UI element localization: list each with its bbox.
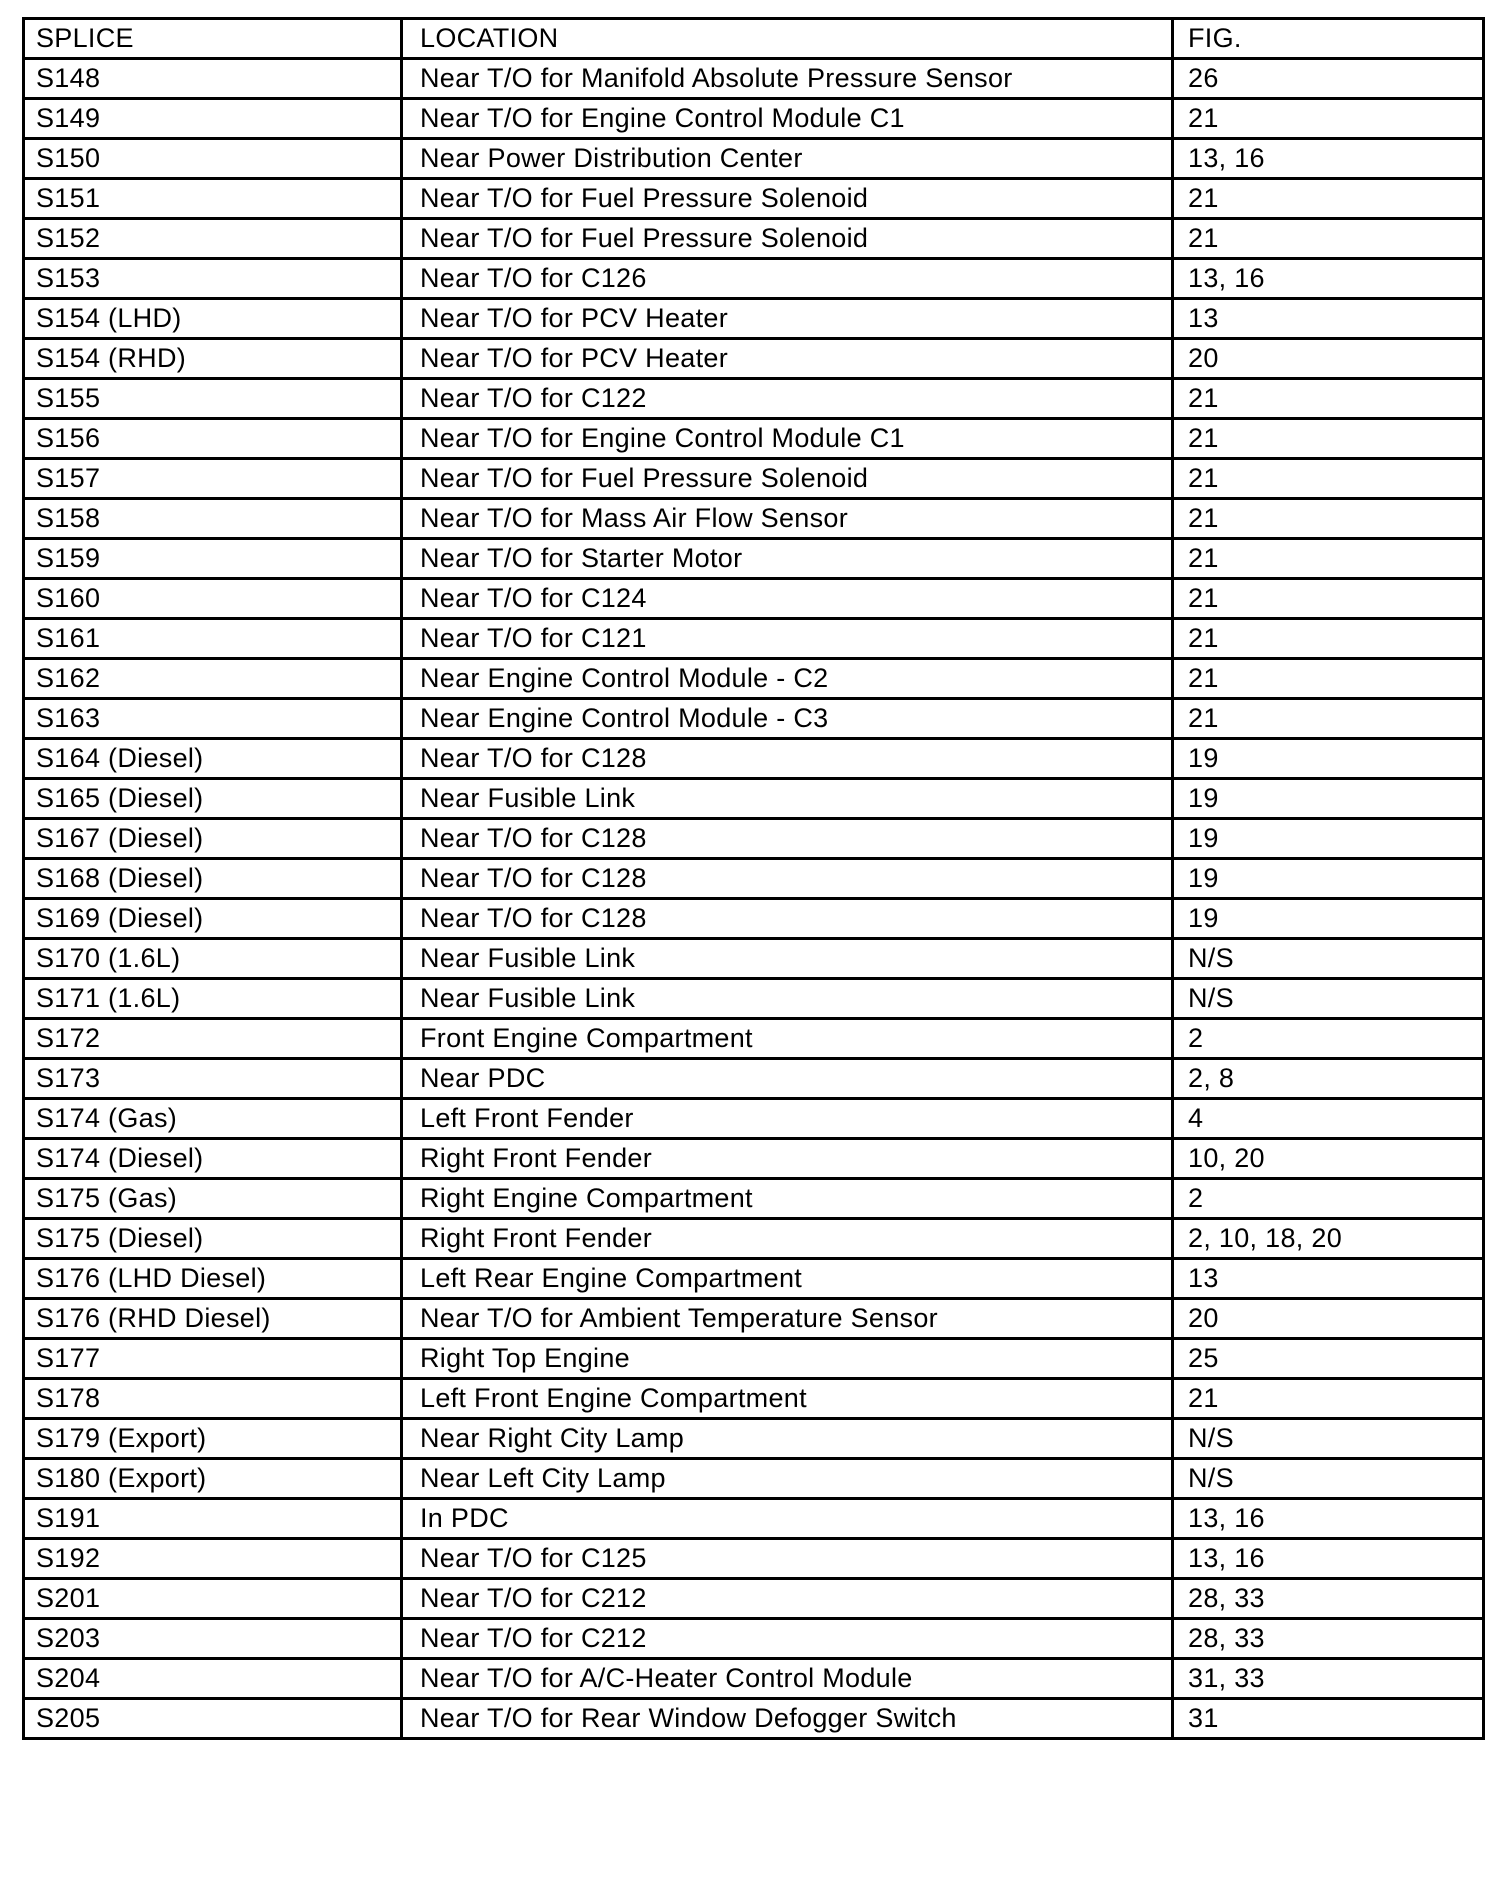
- cell-location: Near T/O for C121: [402, 619, 1173, 659]
- cell-location: Near T/O for Fuel Pressure Solenoid: [402, 219, 1173, 259]
- cell-splice: S179 (Export): [24, 1419, 402, 1459]
- cell-location: Near T/O for Fuel Pressure Solenoid: [402, 459, 1173, 499]
- table-row: [24, 99, 1484, 139]
- cell-splice: S163: [24, 699, 402, 739]
- cell-fig: 20: [1173, 1299, 1484, 1339]
- cell-location: Near PDC: [402, 1059, 1173, 1099]
- table-row: [24, 1619, 1484, 1659]
- cell-fig: N/S: [1173, 1419, 1484, 1459]
- cell-splice: S161: [24, 619, 402, 659]
- cell-location: Near T/O for Engine Control Module C1: [402, 99, 1173, 139]
- cell-location: Near T/O for Rear Window Defogger Switch: [402, 1699, 1173, 1739]
- table-row: [24, 1059, 1484, 1099]
- table-row: [24, 939, 1484, 979]
- cell-fig: 21: [1173, 459, 1484, 499]
- cell-fig: 13, 16: [1173, 1539, 1484, 1579]
- cell-splice: S170 (1.6L): [24, 939, 402, 979]
- cell-fig: 20: [1173, 339, 1484, 379]
- cell-fig: 13, 16: [1173, 259, 1484, 299]
- table-row: [24, 1139, 1484, 1179]
- cell-fig: 26: [1173, 59, 1484, 99]
- cell-splice: S156: [24, 419, 402, 459]
- cell-splice: S171 (1.6L): [24, 979, 402, 1019]
- cell-splice: S172: [24, 1019, 402, 1059]
- cell-splice: S158: [24, 499, 402, 539]
- table-row: [24, 539, 1484, 579]
- table-row: [24, 619, 1484, 659]
- cell-fig: 4: [1173, 1099, 1484, 1139]
- table-row: [24, 299, 1484, 339]
- table-row: [24, 1499, 1484, 1539]
- cell-splice: S151: [24, 179, 402, 219]
- cell-location: Near T/O for C128: [402, 859, 1173, 899]
- cell-fig: N/S: [1173, 939, 1484, 979]
- table-row: [24, 859, 1484, 899]
- header-row: [24, 19, 1484, 59]
- cell-location: Near Engine Control Module - C3: [402, 699, 1173, 739]
- table-row: [24, 1179, 1484, 1219]
- cell-splice: S176 (RHD Diesel): [24, 1299, 402, 1339]
- table-row: [24, 1459, 1484, 1499]
- cell-splice: S167 (Diesel): [24, 819, 402, 859]
- cell-fig: 21: [1173, 499, 1484, 539]
- cell-location: In PDC: [402, 1499, 1173, 1539]
- cell-splice: S152: [24, 219, 402, 259]
- cell-splice: S174 (Diesel): [24, 1139, 402, 1179]
- cell-location: Near T/O for A/C-Heater Control Module: [402, 1659, 1173, 1699]
- cell-splice: S155: [24, 379, 402, 419]
- table-row: [24, 1419, 1484, 1459]
- cell-splice: S203: [24, 1619, 402, 1659]
- splice-location-table: [22, 17, 1485, 1740]
- cell-fig: 13: [1173, 299, 1484, 339]
- cell-location: Left Rear Engine Compartment: [402, 1259, 1173, 1299]
- cell-splice: S153: [24, 259, 402, 299]
- cell-fig: 19: [1173, 899, 1484, 939]
- table-row: [24, 1659, 1484, 1699]
- cell-fig: 21: [1173, 219, 1484, 259]
- cell-fig: 21: [1173, 579, 1484, 619]
- cell-splice: S175 (Gas): [24, 1179, 402, 1219]
- cell-fig: 31: [1173, 1699, 1484, 1739]
- cell-location: Near Fusible Link: [402, 979, 1173, 1019]
- cell-splice: S165 (Diesel): [24, 779, 402, 819]
- cell-fig: 10, 20: [1173, 1139, 1484, 1179]
- cell-splice: S191: [24, 1499, 402, 1539]
- cell-location: Near T/O for Engine Control Module C1: [402, 419, 1173, 459]
- table-row: [24, 259, 1484, 299]
- cell-splice: S180 (Export): [24, 1459, 402, 1499]
- cell-splice: S164 (Diesel): [24, 739, 402, 779]
- table-row: [24, 1539, 1484, 1579]
- cell-splice: S160: [24, 579, 402, 619]
- cell-fig: 19: [1173, 859, 1484, 899]
- cell-splice: S169 (Diesel): [24, 899, 402, 939]
- table-row: [24, 1699, 1484, 1739]
- cell-splice: S204: [24, 1659, 402, 1699]
- cell-location: Near T/O for Fuel Pressure Solenoid: [402, 179, 1173, 219]
- table-row: [24, 419, 1484, 459]
- cell-splice: S157: [24, 459, 402, 499]
- table-row: [24, 979, 1484, 1019]
- header-splice: SPLICE: [24, 19, 402, 59]
- table-row: [24, 1099, 1484, 1139]
- cell-location: Near T/O for C124: [402, 579, 1173, 619]
- cell-fig: 21: [1173, 99, 1484, 139]
- cell-fig: 13, 16: [1173, 1499, 1484, 1539]
- cell-fig: 28, 33: [1173, 1619, 1484, 1659]
- cell-fig: 25: [1173, 1339, 1484, 1379]
- cell-splice: S177: [24, 1339, 402, 1379]
- cell-fig: N/S: [1173, 979, 1484, 1019]
- cell-fig: 19: [1173, 779, 1484, 819]
- table-row: [24, 179, 1484, 219]
- cell-location: Left Front Engine Compartment: [402, 1379, 1173, 1419]
- table-row: [24, 819, 1484, 859]
- cell-fig: 2, 10, 18, 20: [1173, 1219, 1484, 1259]
- cell-fig: 13: [1173, 1259, 1484, 1299]
- table-row: [24, 699, 1484, 739]
- table-row: [24, 579, 1484, 619]
- cell-location: Right Top Engine: [402, 1339, 1173, 1379]
- table-row: [24, 1299, 1484, 1339]
- table-row: [24, 379, 1484, 419]
- cell-splice: S168 (Diesel): [24, 859, 402, 899]
- table-row: [24, 1379, 1484, 1419]
- cell-location: Near Left City Lamp: [402, 1459, 1173, 1499]
- table-row: [24, 1579, 1484, 1619]
- table-row: [24, 339, 1484, 379]
- cell-splice: S148: [24, 59, 402, 99]
- table-row: [24, 499, 1484, 539]
- table-row: [24, 219, 1484, 259]
- cell-location: Near T/O for C212: [402, 1619, 1173, 1659]
- cell-fig: 19: [1173, 819, 1484, 859]
- table-row: [24, 59, 1484, 99]
- cell-fig: 21: [1173, 659, 1484, 699]
- cell-splice: S178: [24, 1379, 402, 1419]
- cell-location: Near T/O for Manifold Absolute Pressure Sensor: [402, 59, 1173, 99]
- cell-fig: 21: [1173, 179, 1484, 219]
- cell-splice: S154 (RHD): [24, 339, 402, 379]
- cell-splice: S173: [24, 1059, 402, 1099]
- cell-fig: 2, 8: [1173, 1059, 1484, 1099]
- table-row: [24, 1339, 1484, 1379]
- cell-location: Near Power Distribution Center: [402, 139, 1173, 179]
- cell-location: Right Front Fender: [402, 1219, 1173, 1259]
- cell-location: Near T/O for PCV Heater: [402, 299, 1173, 339]
- cell-location: Near T/O for C212: [402, 1579, 1173, 1619]
- cell-fig: 21: [1173, 539, 1484, 579]
- table-row: [24, 1259, 1484, 1299]
- cell-fig: 2: [1173, 1019, 1484, 1059]
- table-row: [24, 139, 1484, 179]
- cell-fig: 19: [1173, 739, 1484, 779]
- cell-location: Near Fusible Link: [402, 779, 1173, 819]
- table-row: [24, 1019, 1484, 1059]
- cell-splice: S149: [24, 99, 402, 139]
- table-row: [24, 459, 1484, 499]
- cell-fig: N/S: [1173, 1459, 1484, 1499]
- cell-location: Near Right City Lamp: [402, 1419, 1173, 1459]
- table-row: [24, 779, 1484, 819]
- table-row: [24, 899, 1484, 939]
- cell-fig: 21: [1173, 419, 1484, 459]
- table-row: [24, 1219, 1484, 1259]
- cell-splice: S174 (Gas): [24, 1099, 402, 1139]
- cell-splice: S162: [24, 659, 402, 699]
- cell-splice: S159: [24, 539, 402, 579]
- cell-splice: S201: [24, 1579, 402, 1619]
- cell-location: Near T/O for PCV Heater: [402, 339, 1173, 379]
- cell-fig: 2: [1173, 1179, 1484, 1219]
- cell-fig: 13, 16: [1173, 139, 1484, 179]
- cell-location: Near Engine Control Module - C2: [402, 659, 1173, 699]
- cell-splice: S150: [24, 139, 402, 179]
- cell-location: Near Fusible Link: [402, 939, 1173, 979]
- cell-location: Near T/O for Mass Air Flow Sensor: [402, 499, 1173, 539]
- cell-fig: 21: [1173, 699, 1484, 739]
- cell-location: Near T/O for C122: [402, 379, 1173, 419]
- header-fig: FIG.: [1173, 19, 1484, 59]
- cell-splice: S192: [24, 1539, 402, 1579]
- cell-splice: S175 (Diesel): [24, 1219, 402, 1259]
- cell-location: Near T/O for Ambient Temperature Sensor: [402, 1299, 1173, 1339]
- table-row: [24, 659, 1484, 699]
- table-row: [24, 739, 1484, 779]
- cell-location: Right Front Fender: [402, 1139, 1173, 1179]
- cell-fig: 28, 33: [1173, 1579, 1484, 1619]
- cell-location: Near T/O for C128: [402, 819, 1173, 859]
- cell-fig: 21: [1173, 619, 1484, 659]
- cell-splice: S176 (LHD Diesel): [24, 1259, 402, 1299]
- cell-location: Left Front Fender: [402, 1099, 1173, 1139]
- header-location: LOCATION: [402, 19, 1173, 59]
- cell-splice: S154 (LHD): [24, 299, 402, 339]
- cell-location: Near T/O for C125: [402, 1539, 1173, 1579]
- cell-splice: S205: [24, 1699, 402, 1739]
- cell-location: Front Engine Compartment: [402, 1019, 1173, 1059]
- cell-location: Near T/O for Starter Motor: [402, 539, 1173, 579]
- cell-location: Near T/O for C128: [402, 899, 1173, 939]
- cell-fig: 21: [1173, 1379, 1484, 1419]
- cell-location: Near T/O for C126: [402, 259, 1173, 299]
- cell-location: Right Engine Compartment: [402, 1179, 1173, 1219]
- cell-fig: 31, 33: [1173, 1659, 1484, 1699]
- cell-fig: 21: [1173, 379, 1484, 419]
- cell-location: Near T/O for C128: [402, 739, 1173, 779]
